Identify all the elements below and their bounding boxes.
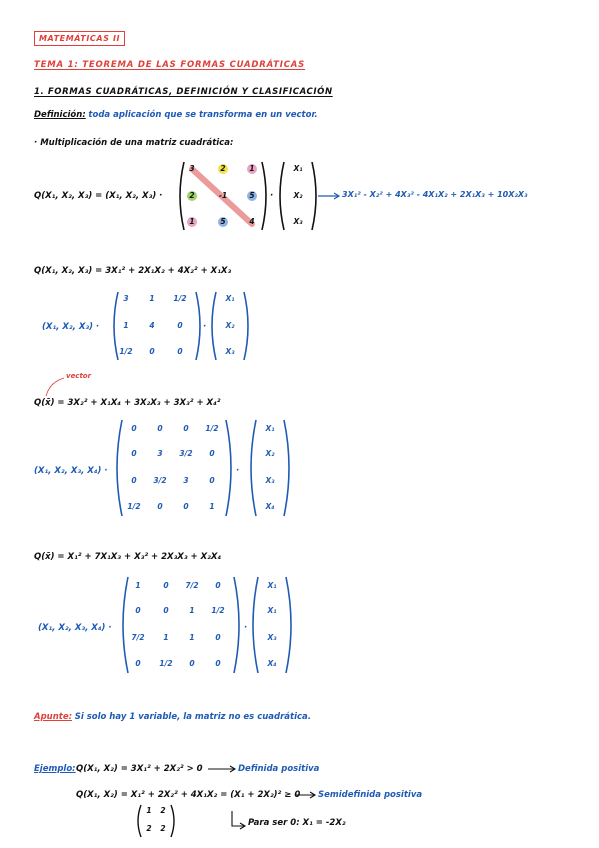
- main-matrix: [178, 160, 268, 232]
- m-cell: 0: [163, 606, 169, 615]
- m-cell: 2: [189, 191, 195, 200]
- m-cell: 2: [160, 806, 166, 815]
- m-cell: 1: [146, 806, 152, 815]
- m-cell: 0: [183, 424, 189, 433]
- v-cell: X₃: [267, 633, 277, 642]
- m-cell: 1: [149, 294, 155, 303]
- ejemplo-result1: Definida positiva: [238, 764, 320, 774]
- ejemplo-label: Ejemplo:: [34, 764, 76, 774]
- m-cell: 3: [183, 476, 189, 485]
- m-cell: 0: [163, 581, 169, 590]
- v-cell: X₁: [293, 164, 303, 173]
- m-cell: 7/2: [185, 581, 199, 590]
- mult-lhs: Q(X₁, X₂, X₃) = (X₁, X₂, X₃) ·: [34, 191, 163, 201]
- m-cell: 0: [131, 476, 137, 485]
- m-cell: -1: [218, 191, 228, 200]
- m-cell: 0: [209, 476, 215, 485]
- m-cell: 1: [209, 502, 215, 511]
- m-cell: 0: [189, 659, 195, 668]
- m-cell: 1: [189, 633, 195, 642]
- m-cell: 1/2: [159, 659, 173, 668]
- ex1-row-vector: (X₁, X₂, X₃) ·: [42, 322, 100, 332]
- m-cell: 1/2: [119, 347, 133, 356]
- m-cell: 4: [249, 217, 255, 226]
- m-cell: 1: [163, 633, 169, 642]
- m-cell: 0: [131, 424, 137, 433]
- m-cell: 0: [149, 347, 155, 356]
- v-cell: X₂: [293, 191, 303, 200]
- m-cell: 1: [249, 164, 255, 173]
- dot-op: ·: [203, 322, 207, 332]
- dot-op: ·: [270, 191, 274, 201]
- v-cell: X₄: [265, 502, 275, 511]
- m-cell: 0: [215, 633, 221, 642]
- v-cell: X₂: [225, 321, 235, 330]
- ex2-matrix: [116, 418, 232, 518]
- ejemplo-result2: Semidefinida positiva: [318, 790, 423, 800]
- ex2-row-vector: (X₁, X₂, X₃, X₄) ·: [34, 466, 108, 476]
- m-cell: 0: [157, 424, 163, 433]
- v-cell: X₄: [267, 659, 277, 668]
- m-cell: 3/2: [153, 476, 167, 485]
- m-cell: 0: [215, 659, 221, 668]
- ex1-matrix: [112, 290, 202, 362]
- m-cell: 2: [146, 824, 152, 833]
- m-cell: 3/2: [179, 449, 193, 458]
- m-cell: 1: [189, 606, 195, 615]
- ex1-equation: Q(X₁, X₂, X₃) = 3X₁² + 2X₁X₂ + 4X₂² + X₁X₃: [34, 266, 232, 276]
- multiplication-label: · Multiplicación de una matriz cuadrática:: [34, 138, 234, 148]
- subject-title: MATEMÁTICAS II: [34, 31, 125, 46]
- m-cell: 0: [209, 449, 215, 458]
- m-cell: 4: [149, 321, 155, 330]
- m-cell: 5: [249, 191, 255, 200]
- m-cell: 2: [160, 824, 166, 833]
- m-cell: 1/2: [211, 606, 225, 615]
- m-cell: 0: [131, 449, 137, 458]
- ex3-row-vector: (X₁, X₂, X₃, X₄) ·: [38, 623, 112, 633]
- ex2-equation: Q(x̄) = 3X₂² + X₁X₄ + 3X₂X₃ + 3X₃² + X₄²: [34, 398, 221, 408]
- v-cell: X₁: [265, 424, 275, 433]
- m-cell: 0: [135, 606, 141, 615]
- section-title: 1. FORMAS CUADRÁTICAS, DEFINICIÓN Y CLASIFICACIÓN: [34, 87, 333, 97]
- m-cell: 5: [220, 217, 226, 226]
- ejemplo-matrix: [136, 804, 176, 838]
- v-cell: X₁: [267, 581, 277, 590]
- m-cell: 1: [135, 581, 141, 590]
- apunte-text: Si solo hay 1 variable, la matriz no es cuadrática.: [74, 712, 312, 722]
- ex3-vector: [252, 575, 292, 675]
- m-cell: 1: [189, 217, 195, 226]
- m-cell: 0: [215, 581, 221, 590]
- v-cell: X₁: [225, 294, 235, 303]
- definition-line: [34, 110, 318, 120]
- m-cell: 0: [177, 347, 183, 356]
- m-cell: 3: [189, 164, 195, 173]
- ex3-equation: Q(x̄) = X₁² + 7X₁X₃ + X₃² + 2X₃X₃ + X₂X₄: [34, 552, 222, 562]
- ejemplo-eq1: Q(X₁, X₂) = 3X₁² + 2X₂² > 0: [76, 764, 203, 774]
- m-cell: 0: [183, 502, 189, 511]
- v-cell: X₁: [267, 606, 277, 615]
- tema-title: TEMA 1: TEOREMA DE LAS FORMAS CUADRÁTICAS: [34, 60, 306, 70]
- main-vector: [278, 160, 318, 232]
- mult-result: 3X₁² - X₂² + 4X₃² - 4X₁X₂ + 2X₁X₃ + 10X₂X₃: [342, 190, 528, 199]
- m-cell: 0: [157, 502, 163, 511]
- m-cell: 3: [157, 449, 163, 458]
- m-cell: 1: [123, 321, 129, 330]
- apunte-label: Apunte:: [34, 712, 72, 722]
- dot-op: ·: [236, 466, 240, 476]
- m-cell: 3: [123, 294, 129, 303]
- vector-annotation: vector: [66, 372, 92, 380]
- ex1-vector: [210, 290, 250, 362]
- apunte-line: [34, 712, 311, 722]
- m-cell: 0: [177, 321, 183, 330]
- dot-op: ·: [244, 623, 248, 633]
- definition-label: Definición:: [34, 110, 86, 120]
- v-cell: X₃: [265, 476, 275, 485]
- m-cell: 1/2: [173, 294, 187, 303]
- ejemplo-note: Para ser 0: X₁ = -2X₂: [248, 818, 346, 828]
- m-cell: 7/2: [131, 633, 145, 642]
- m-cell: 1/2: [205, 424, 219, 433]
- ex2-vector: [250, 418, 290, 518]
- m-cell: 1/2: [127, 502, 141, 511]
- ex3-matrix: [122, 575, 240, 675]
- m-cell: 2: [220, 164, 226, 173]
- v-cell: X₂: [265, 449, 275, 458]
- m-cell: 0: [135, 659, 141, 668]
- v-cell: X₃: [293, 217, 303, 226]
- ejemplo-eq2: Q(X₁, X₂) = X₁² + 2X₂² + 4X₁X₂ = (X₁ + 2X₂)² ≥ 0: [76, 790, 301, 800]
- definition-text: toda aplicación que se transforma en un vector.: [88, 110, 318, 120]
- v-cell: X₃: [225, 347, 235, 356]
